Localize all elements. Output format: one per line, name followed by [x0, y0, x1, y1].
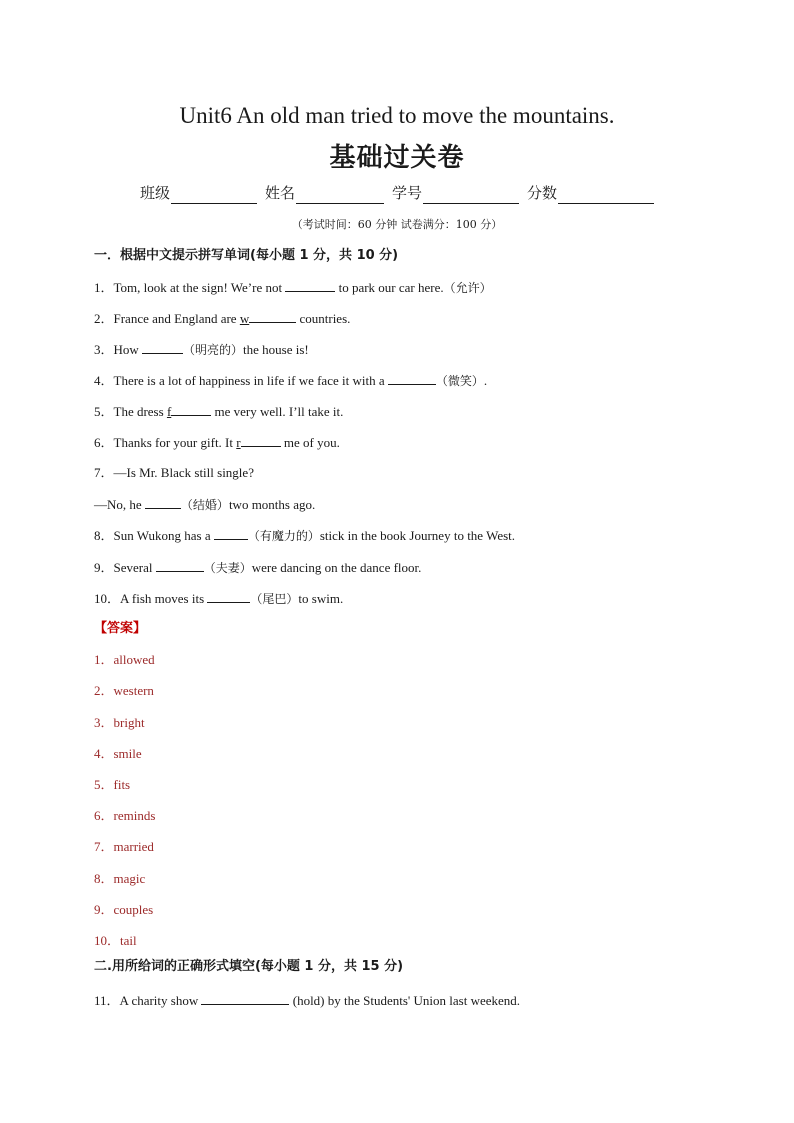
student-number-field [392, 182, 519, 204]
section-2-heading: 二.用所给词的正确形式填空(每小题 1 分，共 15 分) [94, 959, 404, 974]
answer-blank [388, 371, 436, 385]
answer-blank [249, 309, 296, 323]
question-7-response: —No, he （结婚）two months ago. [94, 497, 316, 512]
score-label: 分数 [527, 184, 558, 202]
student-number-label: 学号 [392, 184, 423, 202]
question-4: 4．There is a lot of happiness in life if we face it with a （微笑）. [94, 373, 488, 388]
answer-blank [285, 278, 335, 292]
score-blank [558, 186, 654, 204]
score-field [527, 182, 654, 204]
answer-item: 4．smile [94, 746, 142, 761]
answer-item: 3．bright [94, 715, 145, 730]
question-9: 9．Several （夫妻）were dancing on the dance floor. [94, 560, 422, 575]
answer-item: 10．tail [94, 933, 137, 948]
question-6: 6．Thanks for your gift. It r me of you. [94, 435, 340, 450]
answer-blank [142, 340, 183, 354]
class-label: 班级 [139, 184, 170, 202]
name-label: 姓名 [264, 184, 295, 202]
exam-time-note: （考试时间：60 分钟 试卷满分：100 分） [291, 218, 503, 231]
answer-item: 2．western [94, 683, 154, 698]
question-2: 2．France and England are w countries. [94, 311, 351, 326]
question-11: 11．A charity show (hold) by the Students' Union last weekend. [94, 993, 521, 1008]
answer-item: 1．allowed [94, 652, 155, 667]
name-blank [296, 186, 384, 204]
answer-key-label: 【答案】 [94, 621, 147, 636]
answer-item: 7．married [94, 839, 154, 854]
answer-blank [241, 433, 281, 447]
answer-item: 6．reminds [94, 808, 156, 823]
answer-blank [156, 558, 204, 572]
class-blank [171, 186, 257, 204]
question-5: 5．The dress f me very well. I’ll take it. [94, 404, 344, 419]
class-field [140, 182, 257, 204]
answer-blank [145, 495, 181, 509]
question-3: 3．How （明亮的）the house is! [94, 342, 309, 357]
student-info-row [0, 182, 794, 204]
question-1: 1．Tom, look at the sign! We’re not to park our car here.（允许） [94, 280, 492, 295]
answer-blank [201, 991, 289, 1005]
answer-blank [207, 589, 250, 603]
question-8: 8．Sun Wukong has a （有魔力的）stick in the book Journey to the West. [94, 528, 516, 543]
student-number-blank [423, 186, 519, 204]
question-10: 10．A fish moves its （尾巴）to swim. [94, 591, 344, 606]
answer-item: 8．magic [94, 871, 146, 886]
name-field [265, 182, 384, 204]
answer-blank [171, 402, 211, 416]
section-1-heading: 一．根据中文提示拼写单词(每小题 1 分，共 10 分) [94, 248, 399, 263]
question-7-prompt: 7．—Is Mr. Black still single? [94, 465, 254, 480]
document-title-english: Unit6 An old man tried to move the mountains. [179, 103, 615, 128]
answer-blank [214, 526, 248, 540]
answer-item: 5．fits [94, 777, 131, 792]
answer-item: 9．couples [94, 902, 154, 917]
document-title-chinese: 基础过关卷 [329, 143, 465, 173]
